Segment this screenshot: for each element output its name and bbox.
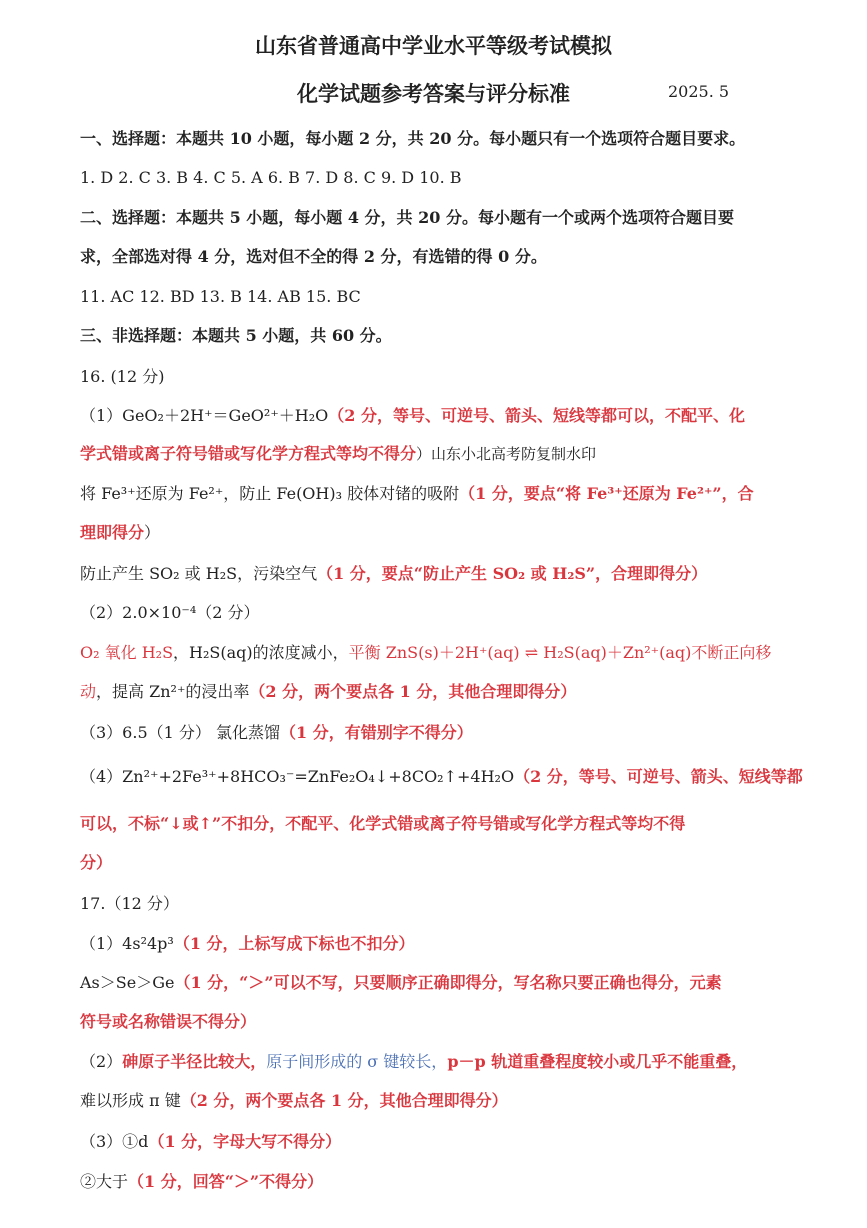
- q17-3-line: [80, 1131, 341, 1153]
- q16-1-point-2-cont: [80, 522, 160, 544]
- document-date: 2025. 5: [668, 82, 730, 101]
- q17-3-part-2-criteria: （1 分，回答“＞”不得分）: [128, 1172, 324, 1191]
- q17-2-point-b: 原子间形成的 σ 键较长，: [266, 1052, 448, 1071]
- q16-2-explanation: [80, 642, 771, 664]
- q16-2-explanation-cont: [80, 681, 576, 703]
- q16-1-point-3: [80, 563, 707, 585]
- q17-2-line-cont: [80, 1090, 508, 1112]
- q16-2-text-cont: ，提高 Zn²⁺的浸出率: [96, 682, 250, 701]
- section-1-heading: 一、选择题：本题共 10 小题，每小题 2 分，共 20 分。每小题只有一个选项符合题目要求。: [80, 129, 746, 148]
- q17-2-answer-cont: 难以形成 π 键: [80, 1091, 181, 1110]
- q16-3-line: [80, 722, 473, 744]
- q16-1-answer: （1）GeO₂＋2H⁺＝GeO²⁺＋H₂O: [80, 406, 329, 425]
- q17-2-label: （2）: [80, 1052, 123, 1071]
- q16-1-point-2-criteria: （1 分，要点“将 Fe³⁺还原为 Fe²⁺”，合: [459, 484, 754, 503]
- q16-4-criteria-cont: 可以，不标“↓或↑”不扣分，不配平、化学式错或离子符号错或写化学方程式等均不得: [80, 814, 686, 833]
- q16-3-answer: （3）6.5（1 分） 氯化蒸馏: [80, 723, 280, 742]
- q16-1-line-cont: [80, 443, 596, 465]
- q17-3-part-2-line: [80, 1171, 323, 1193]
- q17-1-criteria: （1 分，上标写成下标也不扣分）: [173, 934, 415, 953]
- section-2-heading-cont: 求，全部选对得 4 分，选对但不全的得 2 分，有选错的得 0 分。: [80, 247, 547, 266]
- q17-heading: 17.（12 分）: [80, 894, 179, 913]
- q17-1-order-criteria: （1 分，“＞”可以不写，只要顺序正确即得分，写名称只要正确也得分，元素: [174, 973, 722, 992]
- closing-paren: ）: [144, 523, 161, 542]
- q16-1-point-2-answer: 将 Fe³⁺还原为 Fe²⁺，防止 Fe(OH)₃ 胶体对锗的吸附: [80, 484, 460, 503]
- q16-2-text: ，H₂S(aq)的浓度减小，: [173, 643, 349, 662]
- q17-1-order-answer: As＞Se＞Ge: [80, 973, 175, 992]
- q16-2-point-b-cont: 动: [80, 682, 97, 701]
- q16-3-criteria: （1 分，有错别字不得分）: [279, 723, 473, 742]
- q16-4-equation: （4）Zn²⁺+2Fe³⁺+8HCO₃⁻=ZnFe₂O₄↓+8CO₂↑+4H₂O: [80, 767, 515, 786]
- q16-2-answer: （2）2.0×10⁻⁴（2 分）: [80, 603, 260, 622]
- q16-1-line: [80, 405, 745, 427]
- q16-2-point-a: O₂ 氧化 H₂S: [80, 643, 174, 662]
- section-2-answers: 11. AC 12. BD 13. B 14. AB 15. BC: [80, 287, 361, 306]
- q16-1-point-2: [80, 483, 754, 505]
- q17-3-part-2-answer: ②大于: [80, 1172, 129, 1191]
- q17-3-criteria: （1 分，字母大写不得分）: [148, 1132, 342, 1151]
- q17-1-answer: （1）4s²4p³: [80, 934, 174, 953]
- q17-2-criteria: （2 分，两个要点各 1 分，其他合理即得分）: [180, 1091, 508, 1110]
- q16-2-point-b: 平衡 ZnS(s)＋2H⁺(aq) ⇌ H₂S(aq)＋Zn²⁺(aq)不断正向移: [348, 643, 772, 662]
- section-1-answers: 1. D 2. C 3. B 4. C 5. A 6. B 7. D 8. C 9. D 10. B: [80, 168, 462, 187]
- document-title: 山东省普通高中学业水平等级考试模拟: [255, 33, 612, 58]
- q16-1-point-3-answer: 防止产生 SO₂ 或 H₂S，污染空气: [80, 564, 318, 583]
- q17-1-order-line: [80, 972, 722, 994]
- q16-4-criteria-end: 分）: [80, 853, 113, 872]
- q17-3-answer: （3）①d: [80, 1132, 149, 1151]
- q16-1-criteria: （2 分，等号、可逆号、箭头、短线等都可以，不配平、化: [328, 406, 745, 425]
- q16-1-point-3-criteria: （1 分，要点“防止产生 SO₂ 或 H₂S”，合理即得分）: [317, 564, 708, 583]
- q17-1-order-criteria-cont: 符号或名称错误不得分）: [80, 1012, 257, 1031]
- q16-1-point-2-criteria-cont: 理即得分: [80, 523, 145, 542]
- q16-1-criteria-cont: 学式错或离子符号错或写化学方程式等均不得分: [80, 444, 417, 463]
- q16-2-criteria: （2 分，两个要点各 1 分，其他合理即得分）: [249, 682, 577, 701]
- q17-1-line: [80, 933, 415, 955]
- document-subtitle: 化学试题参考答案与评分标准: [297, 81, 570, 106]
- q16-4-line: [80, 766, 803, 788]
- section-3-heading: 三、非选择题：本题共 5 小题，共 60 分。: [80, 326, 392, 345]
- q17-2-point-c: p－p 轨道重叠程度较小或几乎不能重叠，: [447, 1052, 748, 1071]
- q17-2-line: [80, 1051, 747, 1073]
- watermark-text: ）山东小北高考防复制水印: [416, 445, 597, 463]
- q16-4-criteria: （2 分，等号、可逆号、箭头、短线等都: [514, 767, 803, 786]
- section-2-heading: 二、选择题：本题共 5 小题，每小题 4 分，共 20 分。每小题有一个或两个选项符合题目要: [80, 208, 734, 227]
- q16-heading: 16. (12 分): [80, 367, 165, 386]
- q17-2-point-a: 砷原子半径比较大，: [122, 1052, 267, 1071]
